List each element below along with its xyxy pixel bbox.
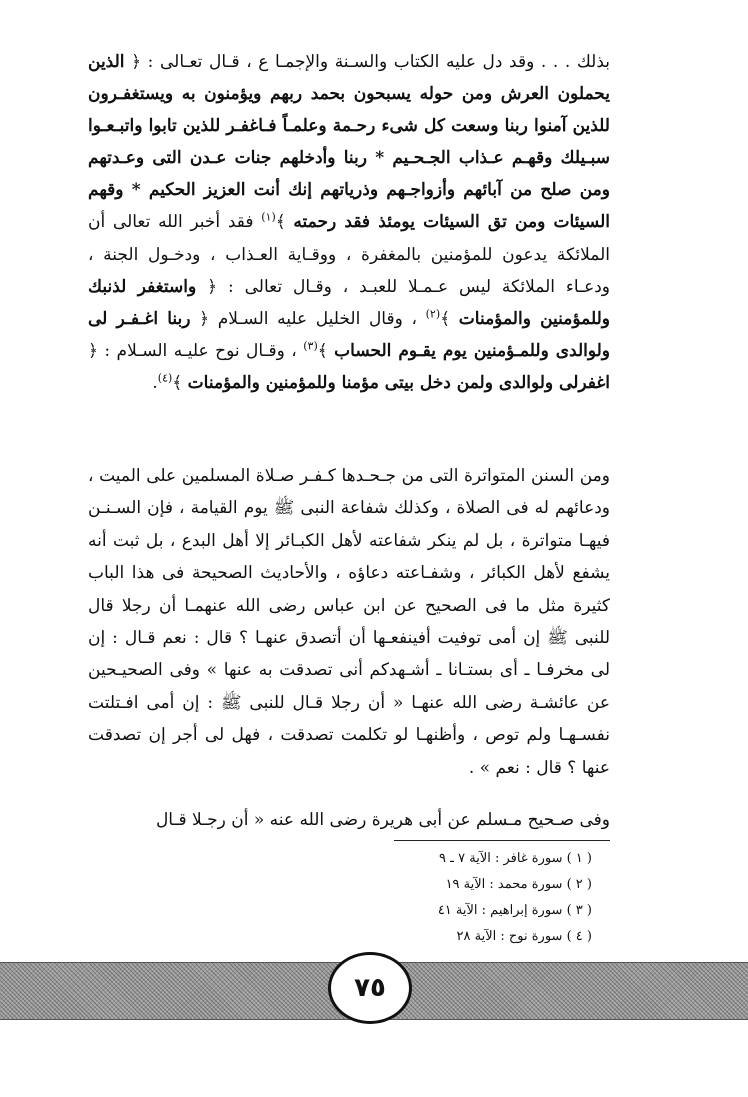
ornate-bracket-open: ﴿	[199, 308, 210, 329]
ornate-bracket-open: ﴿	[207, 276, 218, 297]
verse-ghafir: الذين يحملون العرش ومن حوله يسبحون بحمد ربهم ويؤمنون به ويستغفـرون للذين آمنوا ربنا وسعت كل شىء رحـمة وعلمـاً فـاغفـر للذين تابوا واتبـعـوا سبـيلك وقهـم عـذاب الجـحـيم * ربنا وأدخلهم جنات عـدن التى وعـدتهم ومن صلح من آبائهم وأزواجـهم وذرياتهم إنك أنت العزيز الحكيم * وقهم السيئات ومن تق السيئات يومئذ فقد رحمته	[88, 52, 610, 233]
explanation-text: فقد أخبر الله تعالى أن الملائكة يدعون للمؤمنين بالمغفرة ، ووقـاية العـذاب ، ودخـول الجنة ، ودعـاء الملائكة ليس عـمـلا للعبـد ، وقـال تعالى :	[88, 212, 611, 297]
ornate-bracket-close: ﴾	[317, 340, 328, 361]
ornate-bracket-close: ﴾	[440, 308, 451, 329]
footnote-1: ( ١ ) سورة غافر : الآية ٧ ـ ٩	[439, 851, 592, 866]
footnote-3: ( ٣ ) سورة إبراهيم : الآية ٤١	[437, 903, 592, 918]
page-number: ٧٥	[354, 973, 386, 1003]
ornate-bracket-close: ﴾	[275, 212, 286, 233]
footnote-ref-1: (١)	[261, 210, 276, 224]
footnote-divider	[394, 840, 610, 841]
verse-muhammad: واستغفر لذنبك وللمؤمنين والمؤمنات	[88, 276, 611, 329]
footnote-ref-3: (٣)	[303, 339, 318, 353]
nuh-intro-text: ، وقـال نوح عليـه السـلام :	[104, 340, 297, 361]
footnote-ref-4: (٤)	[157, 371, 173, 385]
ornate-bracket-open: ﴿	[88, 340, 98, 361]
footnote-ref-2: (٢)	[425, 307, 441, 321]
footnote-4: ( ٤ ) سورة نوح : الآية ٢٨	[456, 929, 592, 944]
paragraph-sunnah: ومن السنن المتواترة التى من جـحـدها كـفـر صـلاة المسلمين على الميت ، ودعائهم له فى الصلاة ، وكذلك شفاعة النبى ﷺ يوم القيامة ، فإن السـنـن فيهـا متواترة ، بل لم ينكر شفاعته لأهل الكبـائر إلا أهل البدع ، بل ثبت أنه يشفع لأهل الكبائر ، وشفـاعته دعاؤه ، والأحاديث الصحيحة فى هذا الباب كثيرة مثل ما فى الصحيح عن ابن عباس رضى الله عنهمـا أن رجلا قال للنبى ﷺ إن أمى توفيت أفينفعـها أن أتصدق عنهـا ؟ قال : نعم قـال : إن لى مخرفـا ـ أى بستـانا ـ أشـهدكم أنى تصدقت به عنها » وفى الصحيـحين عن عائشـة رضى الله عنهـا « أن رجلا قـال للنبى ﷺ : إن أمى افـتلتت نفسـهـا ولم توص ، وأظنهـا لو تكلمت تصدقت ، فهل لى أجر إن تصدقت عنها ؟ قال : نعم » .	[88, 466, 610, 778]
paragraph-quran-verses	[88, 46, 610, 399]
ibrahim-intro-text: ، وقال الخليل عليه السـلام	[217, 308, 417, 329]
verse-ibrahim: ربنا اغـفـر لى ولوالدى وللمـؤمنين يوم يقـوم الحساب	[88, 308, 611, 361]
footnotes-list	[330, 846, 592, 950]
ornate-bracket-open: ﴿	[131, 52, 142, 72]
sentence-end: .	[152, 372, 158, 393]
intro-text: بذلك . . . وقد دل عليه الكتاب والسـنة والإجمـا ع ، قـال تعـالى :	[147, 52, 611, 72]
ornate-bracket-close: ﴾	[172, 372, 183, 393]
verse-nuh: اغفرلى ولوالدى ولمن دخل بيتى مؤمنا وللمؤمنين والمؤمنات	[187, 372, 610, 393]
page-number-badge	[328, 952, 412, 1024]
footnote-2: ( ٢ ) سورة محمد : الآية ١٩	[445, 877, 592, 892]
paragraph-muslim-hadith: وفى صـحيح مـسلم عن أبى هريرة رضى الله عنه « أن رجـلا قـال	[155, 810, 610, 830]
